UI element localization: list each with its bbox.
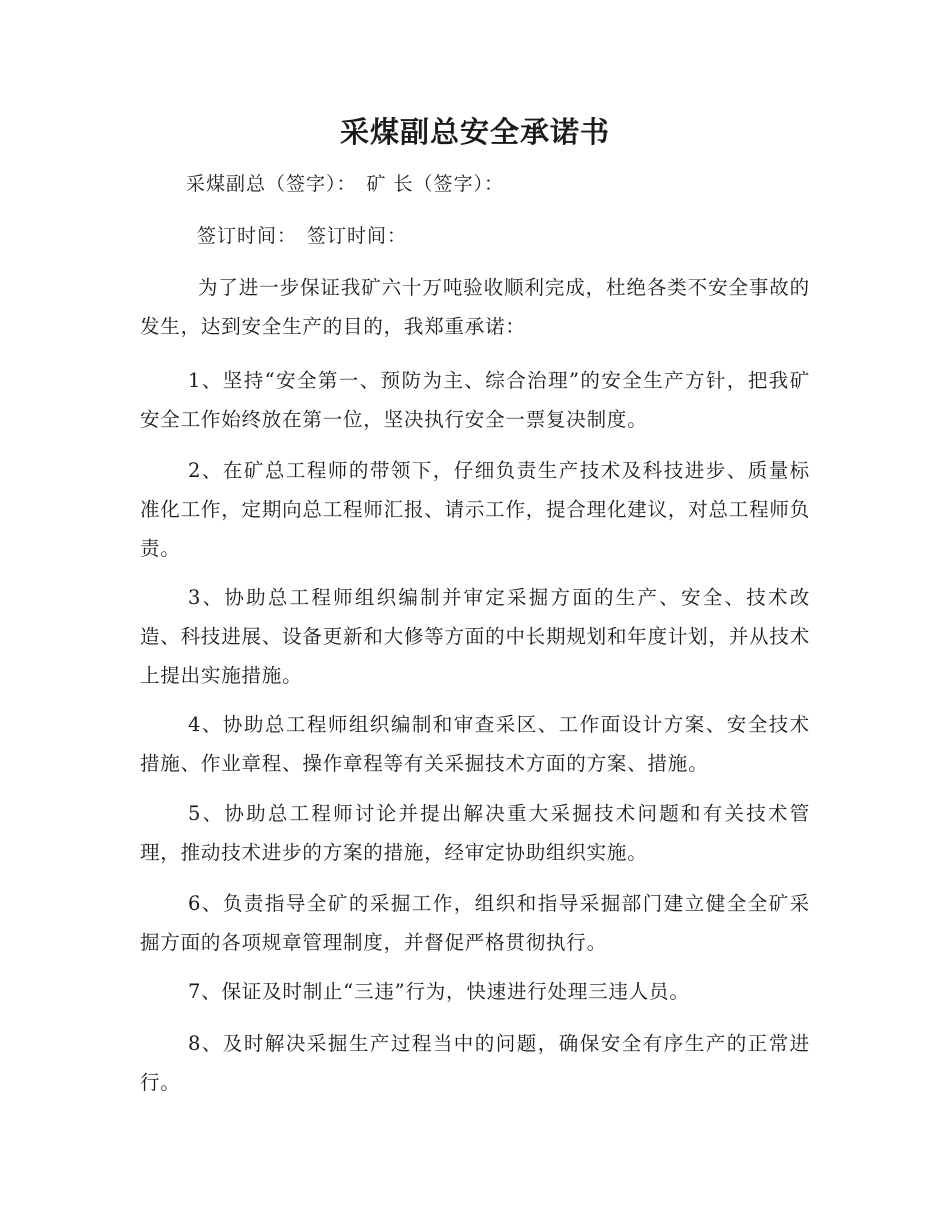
deputy-signature-label: 采煤副总（签字）： xyxy=(186,173,357,195)
signature-row xyxy=(186,170,504,198)
intro-paragraph: 为了进一步保证我矿六十万吨验收顺利完成，杜绝各类不安全事故的发生，达到安全生产的目的，我郑重承诺： xyxy=(140,276,810,338)
document-title: 采煤副总安全承诺书 xyxy=(339,115,610,149)
sign-date-label: 签订时间： xyxy=(307,225,408,247)
commitment-item-5: 5、协助总工程师讨论并提出解决重大采掘技术问题和有关技术管理，推动技术进步的方案的措施，经审定协助组织实施。 xyxy=(140,802,810,864)
commitment-item-6: 6、负责指导全矿的采掘工作，组织和指导采掘部门建立健全全矿采掘方面的各项规章管理制度，并督促严格贯彻执行。 xyxy=(140,892,810,954)
commitment-item-4: 4、协助总工程师组织编制和审查采区、工作面设计方案、安全技术措施、作业章程、操作章程等有关采掘技术方面的方案、措施。 xyxy=(140,713,810,775)
commitment-item-1: 1、坚持“安全第一、预防为主、综合治理”的安全生产方针，把我矿安全工作始终放在第一位，坚决执行安全一票复决制度。 xyxy=(140,369,810,431)
director-signature-label: 矿 长（签字）： xyxy=(366,173,505,195)
sign-date-label: 签订时间： xyxy=(197,225,298,247)
date-row xyxy=(197,222,407,250)
commitment-item-3: 3、协助总工程师组织编制并审定采掘方面的生产、安全、技术改造、科技进展、设备更新和大修等方面的中长期规划和年度计划，并从技术上提出实施措施。 xyxy=(140,586,810,687)
commitment-item-8: 8、及时解决采掘生产过程当中的问题，确保安全有序生产的正常进行。 xyxy=(140,1032,810,1094)
commitment-item-7: 7、保证及时制止“三违”行为，快速进行处理三违人员。 xyxy=(188,980,690,1003)
commitment-item-2: 2、在矿总工程师的带领下，仔细负责生产技术及科技进步、质量标准化工作，定期向总工程师汇报、请示工作，提合理化建议，对总工程师负责。 xyxy=(140,459,810,560)
